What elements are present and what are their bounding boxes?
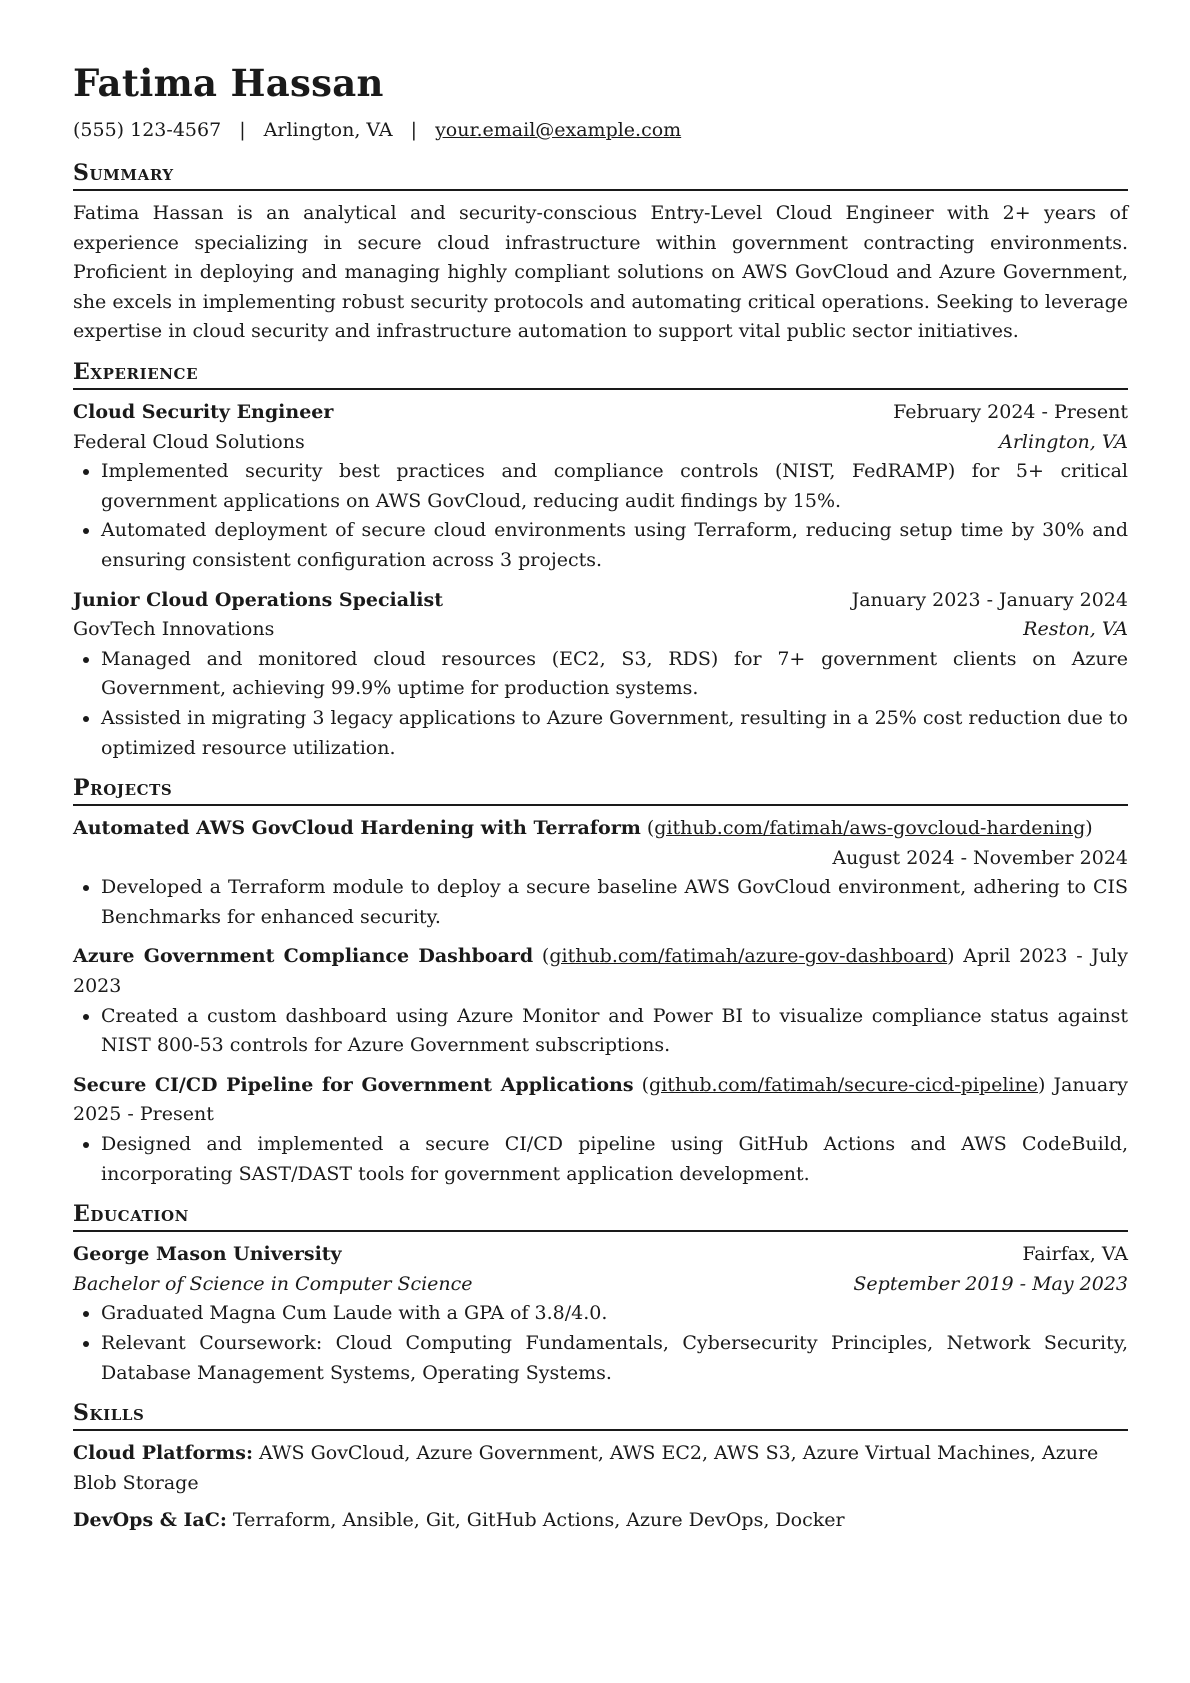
job-dates: January 2023 - January 2024 xyxy=(851,588,1128,611)
project-header: Secure CI/CD Pipeline for Government Applications (github.com/fatimah/secure-cicd-pipeline) January 2025 - Present xyxy=(73,1073,1129,1126)
entry-subheader-row xyxy=(73,428,1128,458)
entry-subheader-row xyxy=(73,1270,1128,1300)
project-name: Automated AWS GovCloud Hardening with Terraform xyxy=(73,817,641,840)
skill-value: AWS GovCloud, Azure Government, AWS EC2, AWS S3, Azure Virtual Machines, Azure Blob Storage xyxy=(73,1442,1099,1494)
bullet-list xyxy=(73,1130,1128,1189)
skill-line xyxy=(73,1506,1128,1536)
bullet-list xyxy=(73,873,1128,932)
skill-value: Terraform, Ansible, Git, GitHub Actions, Azure DevOps, Docker xyxy=(232,1509,845,1532)
project-dates: January 2025 - Present xyxy=(73,1073,1129,1126)
project-name: Secure CI/CD Pipeline for Government Applications xyxy=(73,1073,634,1096)
bullet-item: • Implemented security best practices and compliance controls (NIST, FedRAMP) for 5+ critical government applications on AWS GovCloud, reducing audit findings by 15%. xyxy=(101,457,1128,516)
education-section xyxy=(73,1200,1128,1388)
entry-header-row xyxy=(73,586,1128,616)
phone-number: (555) 123-4567 xyxy=(73,119,222,141)
project-entry xyxy=(73,814,1128,932)
section-title-skills: Skills xyxy=(73,1399,1128,1431)
bullet-list xyxy=(73,645,1128,763)
project-dates: April 2023 - July 2023 xyxy=(73,945,1128,998)
bullet-item: • Relevant Coursework: Cloud Computing Fundamentals, Cybersecurity Principles, Network Security, Database Management Systems, Operating Systems. xyxy=(101,1329,1128,1388)
education-entry xyxy=(73,1240,1128,1388)
location: Arlington, VA xyxy=(263,119,393,141)
school-location: Fairfax, VA xyxy=(1022,1243,1128,1266)
project-name: Azure Government Compliance Dashboard xyxy=(73,945,534,968)
entry-subheader-row xyxy=(73,615,1128,645)
project-link[interactable]: github.com/fatimah/secure-cicd-pipeline xyxy=(649,1073,1038,1096)
summary-text: Fatima Hassan is an analytical and security-conscious Entry-Level Cloud Engineer with 2+ years of experience specializing in secure cloud infrastructure within government contracting environments. Proficient in deploying and managing highly compliant solutions on AWS GovCloud and Azure Government, she excels in implementing robust security protocols and automating critical operations. Seeking to leverage expertise in cloud security and infrastructure automation to support vital public sector initiatives. xyxy=(73,202,1128,343)
project-link[interactable]: github.com/fatimah/azure-gov-dashboard xyxy=(549,945,948,968)
bullet-list xyxy=(73,1002,1128,1061)
company-name: GovTech Innovations xyxy=(73,618,275,641)
bullet-item: • Designed and implemented a secure CI/CD pipeline using GitHub Actions and AWS CodeBuild, incorporating SAST/DAST tools for government application development. xyxy=(101,1130,1128,1189)
project-header: Azure Government Compliance Dashboard (github.com/fatimah/azure-gov-dashboard) April 2023 - July 2023 xyxy=(73,945,1128,998)
experience-section xyxy=(73,358,1128,763)
education-dates: September 2019 - May 2023 xyxy=(853,1272,1128,1295)
section-title-education: Education xyxy=(73,1200,1128,1232)
entry-header-row xyxy=(73,1240,1128,1270)
resume-page xyxy=(73,60,1128,1536)
skill-line xyxy=(73,1439,1128,1498)
bullet-item: • Graduated Magna Cum Laude with a GPA of 3.8/4.0. xyxy=(101,1299,1128,1329)
experience-entry xyxy=(73,398,1128,576)
section-title-projects: Projects xyxy=(73,774,1128,806)
job-title: Junior Cloud Operations Specialist xyxy=(73,588,443,611)
contact-separator: | xyxy=(239,119,246,141)
entry-header-row xyxy=(73,398,1128,428)
section-title-summary: Summary xyxy=(73,159,1128,191)
skills-section xyxy=(73,1399,1128,1536)
company-name: Federal Cloud Solutions xyxy=(73,430,305,453)
project-link[interactable]: github.com/fatimah/aws-govcloud-hardening xyxy=(654,817,1086,840)
project-dates: August 2024 - November 2024 xyxy=(832,846,1128,869)
bullet-item: • Automated deployment of secure cloud environments using Terraform, reducing setup time by 30% and ensuring consistent configuration across 3 projects. xyxy=(101,516,1128,575)
project-entry xyxy=(73,942,1128,1060)
bullet-item: • Assisted in migrating 3 legacy applications to Azure Government, resulting in a 25% cost reduction due to optimized resource utilization. xyxy=(101,704,1128,763)
project-entry xyxy=(73,1071,1128,1189)
bullet-list xyxy=(73,1299,1128,1388)
section-title-experience: Experience xyxy=(73,358,1128,390)
email-link[interactable]: your.email@example.com xyxy=(435,119,682,141)
experience-entry xyxy=(73,586,1128,764)
contact-line xyxy=(73,115,1128,145)
job-location: Reston, VA xyxy=(1023,618,1128,641)
bullet-list xyxy=(73,457,1128,575)
job-dates: February 2024 - Present xyxy=(893,400,1128,423)
project-header: Automated AWS GovCloud Hardening with Terraform (github.com/fatimah/aws-govcloud-hardening) August 2024 - November 2024 xyxy=(73,814,1128,844)
skill-label: DevOps & IaC: xyxy=(73,1509,227,1532)
bullet-item: • Managed and monitored cloud resources (EC2, S3, RDS) for 7+ government clients on Azure Government, achieving 99.9% uptime for production systems. xyxy=(101,645,1128,704)
degree-name: Bachelor of Science in Computer Science xyxy=(73,1272,473,1295)
job-title: Cloud Security Engineer xyxy=(73,400,334,423)
resume-name: Fatima Hassan xyxy=(73,61,384,105)
school-name: George Mason University xyxy=(73,1243,342,1266)
contact-separator: | xyxy=(410,119,418,141)
bullet-item: • Developed a Terraform module to deploy a secure baseline AWS GovCloud environment, adhering to CIS Benchmarks for enhanced security. xyxy=(101,873,1128,932)
job-location: Arlington, VA xyxy=(999,430,1128,453)
projects-section xyxy=(73,774,1128,1189)
summary-section xyxy=(73,159,1128,347)
bullet-item: • Created a custom dashboard using Azure Monitor and Power BI to visualize compliance status against NIST 800-53 controls for Azure Government subscriptions. xyxy=(101,1002,1128,1061)
skill-label: Cloud Platforms: xyxy=(73,1442,253,1465)
